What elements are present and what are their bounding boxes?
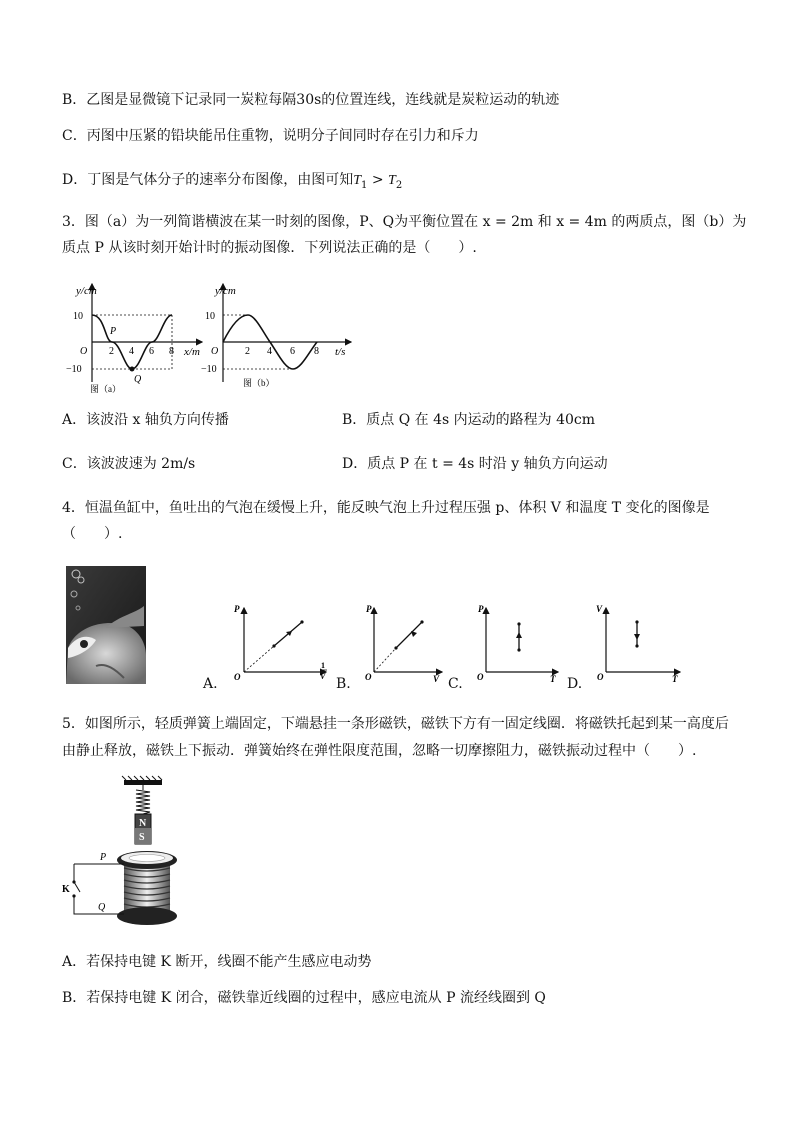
q4a-origin: O (234, 672, 241, 682)
q3-option-a: A．该波沿 x 轴负方向传播 (62, 412, 229, 428)
graph-b-xtick-2: 2 (245, 346, 250, 357)
q4-stem-line1: 4．恒温鱼缸中，鱼吐出的气泡在缓慢上升，能反映气泡上升过程压强 p、体积 V 和温度 T 变化的图像是 (62, 500, 710, 516)
graph-b-xlabel: t/s (335, 346, 346, 358)
graph-a-xlabel: x/m (184, 346, 200, 358)
graph-a-ytick-10: 10 (73, 311, 83, 322)
graph-a-origin: O (80, 346, 88, 357)
q4a-ylabel: P (234, 604, 240, 614)
t2-subscript: 2 (395, 179, 403, 191)
magnet-coil-figure (62, 776, 202, 932)
graph-a-caption: 图（a） (90, 384, 121, 394)
q4-graph-c (472, 600, 567, 685)
q4-graph-a (228, 600, 338, 685)
graph-b-caption: 图（b） (243, 378, 275, 388)
wave-graph-a (60, 272, 210, 394)
q4-graph-b (360, 600, 450, 685)
q4c-ylabel: P (478, 604, 484, 614)
vibration-graph-b (203, 272, 363, 394)
q4-graph-d (592, 600, 687, 685)
graph-a-ytick-neg10: −10 (66, 364, 82, 375)
q4c-xlabel: T (550, 674, 556, 684)
q4d-ylabel: V (596, 604, 603, 614)
point-q-label: Q (134, 374, 142, 385)
graph-b-ylabel: y/cm (215, 285, 236, 297)
q4b-ylabel: P (366, 604, 372, 614)
terminal-p-label: P (100, 852, 107, 863)
q5-option-a: A．若保持电键 K 断开，线圈不能产生感应电动势 (62, 954, 372, 970)
q4-graph-label-d: D. (567, 676, 583, 692)
q4-graph-label-a: A. (203, 676, 218, 692)
q2-option-d-text: D．丁图是气体分子的速率分布图像，由图可知 (62, 172, 354, 188)
point-p-label: P (110, 326, 117, 337)
t2-symbol: T (388, 173, 396, 188)
graph-a-xtick-4: 4 (129, 346, 134, 357)
graph-b-ytick-10: 10 (205, 311, 215, 322)
q3-stem-line2: 质点 P 从该时刻开始计时的振动图像．下列说法正确的是（ ）. (62, 240, 477, 256)
q4d-xlabel: T (672, 674, 678, 684)
q2-option-d (62, 170, 402, 196)
graph-a-xtick-2: 2 (109, 346, 114, 357)
q2-option-c: C．丙图中压紧的铅块能吊住重物，说明分子间同时存在引力和斥力 (62, 128, 479, 144)
graph-b-ytick-neg10: −10 (201, 364, 217, 375)
q4a-xlabel-num: 1 (321, 661, 325, 670)
t1-symbol: T (353, 173, 362, 188)
q4b-xlabel: V (433, 674, 440, 684)
q4-graph-label-c: C. (448, 676, 463, 692)
t1-subscript: 1 (361, 179, 368, 191)
q4-stem-line2: （ ）. (62, 526, 123, 542)
graph-b-origin: O (211, 346, 219, 357)
q5-stem-line2: 由静止释放，磁铁上下振动．弹簧始终在弹性限度范围，忽略一切摩擦阻力，磁铁振动过程中（ ）. (62, 743, 697, 759)
graph-b-xtick-6: 6 (290, 346, 295, 357)
q3-option-d: D．质点 P 在 t = 4s 时沿 y 轴负方向运动 (342, 456, 608, 472)
q4b-origin: O (365, 672, 372, 682)
q5-option-b: B．若保持电键 K 闭合，磁铁靠近线圈的过程中，感应电流从 P 流经线圈到 Q (62, 990, 546, 1006)
q5-stem-line1: 5．如图所示，轻质弹簧上端固定，下端悬挂一条形磁铁，磁铁下方有一固定线圈．将磁铁托起到某一高度后 (62, 716, 729, 732)
q2-option-b: B．乙图是显微镜下记录同一炭粒每隔30s的位置连线，连线就是炭粒运动的轨迹 (62, 92, 560, 108)
magnet-s-label: S (139, 832, 145, 843)
fish-photo (66, 566, 146, 684)
q3-option-c: C．该波波速为 2m/s (62, 456, 196, 472)
graph-b-xtick-4: 4 (267, 346, 272, 357)
terminal-q-label: Q (98, 902, 106, 913)
graph-a-xtick-6: 6 (149, 346, 154, 357)
greater-than: > (367, 172, 389, 188)
q3-option-b: B．质点 Q 在 4s 内运动的路程为 40cm (342, 412, 596, 428)
q4c-origin: O (477, 672, 484, 682)
q4d-origin: O (597, 672, 604, 682)
q4a-xlabel-den: V (320, 672, 326, 681)
q3-stem-line1: 3．图（a）为一列简谐横波在某一时刻的图像，P、Q为平衡位置在 x = 2m 和 x = 4m 的两质点，图（b）为 (62, 214, 747, 230)
graph-a-xtick-8: 8 (169, 346, 174, 357)
magnet-n-label: N (139, 818, 147, 829)
graph-a-ylabel: y/cm (76, 285, 97, 297)
q4-graph-label-b: B. (336, 676, 351, 692)
graph-b-xtick-8: 8 (314, 346, 319, 357)
switch-k-label: K (62, 884, 70, 895)
